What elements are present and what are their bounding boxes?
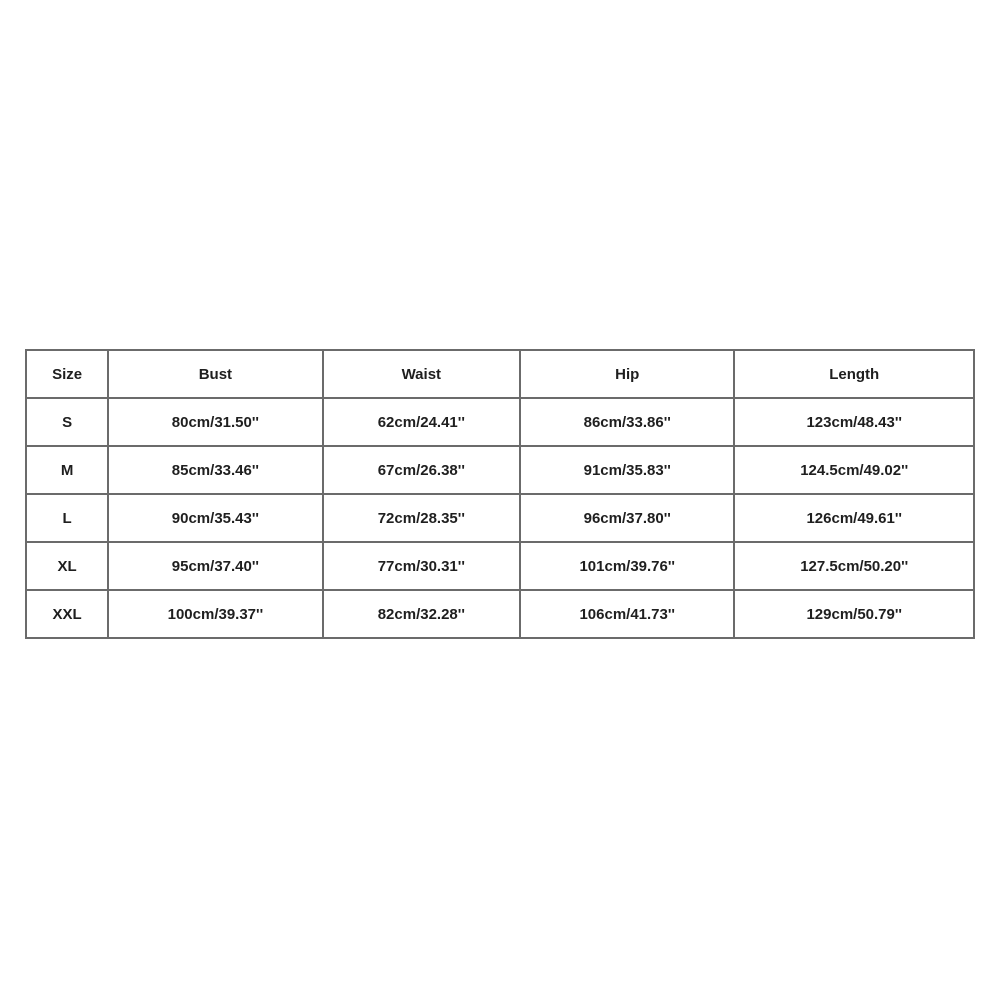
- cell-waist: 67cm/26.38'': [323, 446, 520, 494]
- cell-waist: 77cm/30.31'': [323, 542, 520, 590]
- table-header-row: [26, 350, 974, 398]
- cell-hip: 96cm/37.80'': [520, 494, 734, 542]
- table-row: [26, 398, 974, 446]
- header-hip: Hip: [520, 350, 734, 398]
- cell-bust: 95cm/37.40'': [108, 542, 322, 590]
- cell-length: 126cm/49.61'': [734, 494, 974, 542]
- cell-length: 129cm/50.79'': [734, 590, 974, 638]
- header-length: Length: [734, 350, 974, 398]
- cell-hip: 91cm/35.83'': [520, 446, 734, 494]
- cell-hip: 86cm/33.86'': [520, 398, 734, 446]
- cell-hip: 106cm/41.73'': [520, 590, 734, 638]
- cell-size: M: [26, 446, 108, 494]
- table-row: [26, 446, 974, 494]
- cell-length: 124.5cm/49.02'': [734, 446, 974, 494]
- size-chart-table: [25, 349, 975, 639]
- table-row: [26, 494, 974, 542]
- cell-bust: 100cm/39.37'': [108, 590, 322, 638]
- cell-bust: 90cm/35.43'': [108, 494, 322, 542]
- header-waist: Waist: [323, 350, 520, 398]
- cell-size: XXL: [26, 590, 108, 638]
- cell-length: 127.5cm/50.20'': [734, 542, 974, 590]
- cell-waist: 72cm/28.35'': [323, 494, 520, 542]
- cell-bust: 85cm/33.46'': [108, 446, 322, 494]
- table-row: [26, 590, 974, 638]
- cell-size: XL: [26, 542, 108, 590]
- cell-size: L: [26, 494, 108, 542]
- cell-waist: 62cm/24.41'': [323, 398, 520, 446]
- header-bust: Bust: [108, 350, 322, 398]
- cell-length: 123cm/48.43'': [734, 398, 974, 446]
- header-size: Size: [26, 350, 108, 398]
- table-row: [26, 542, 974, 590]
- cell-bust: 80cm/31.50'': [108, 398, 322, 446]
- cell-hip: 101cm/39.76'': [520, 542, 734, 590]
- cell-waist: 82cm/32.28'': [323, 590, 520, 638]
- cell-size: S: [26, 398, 108, 446]
